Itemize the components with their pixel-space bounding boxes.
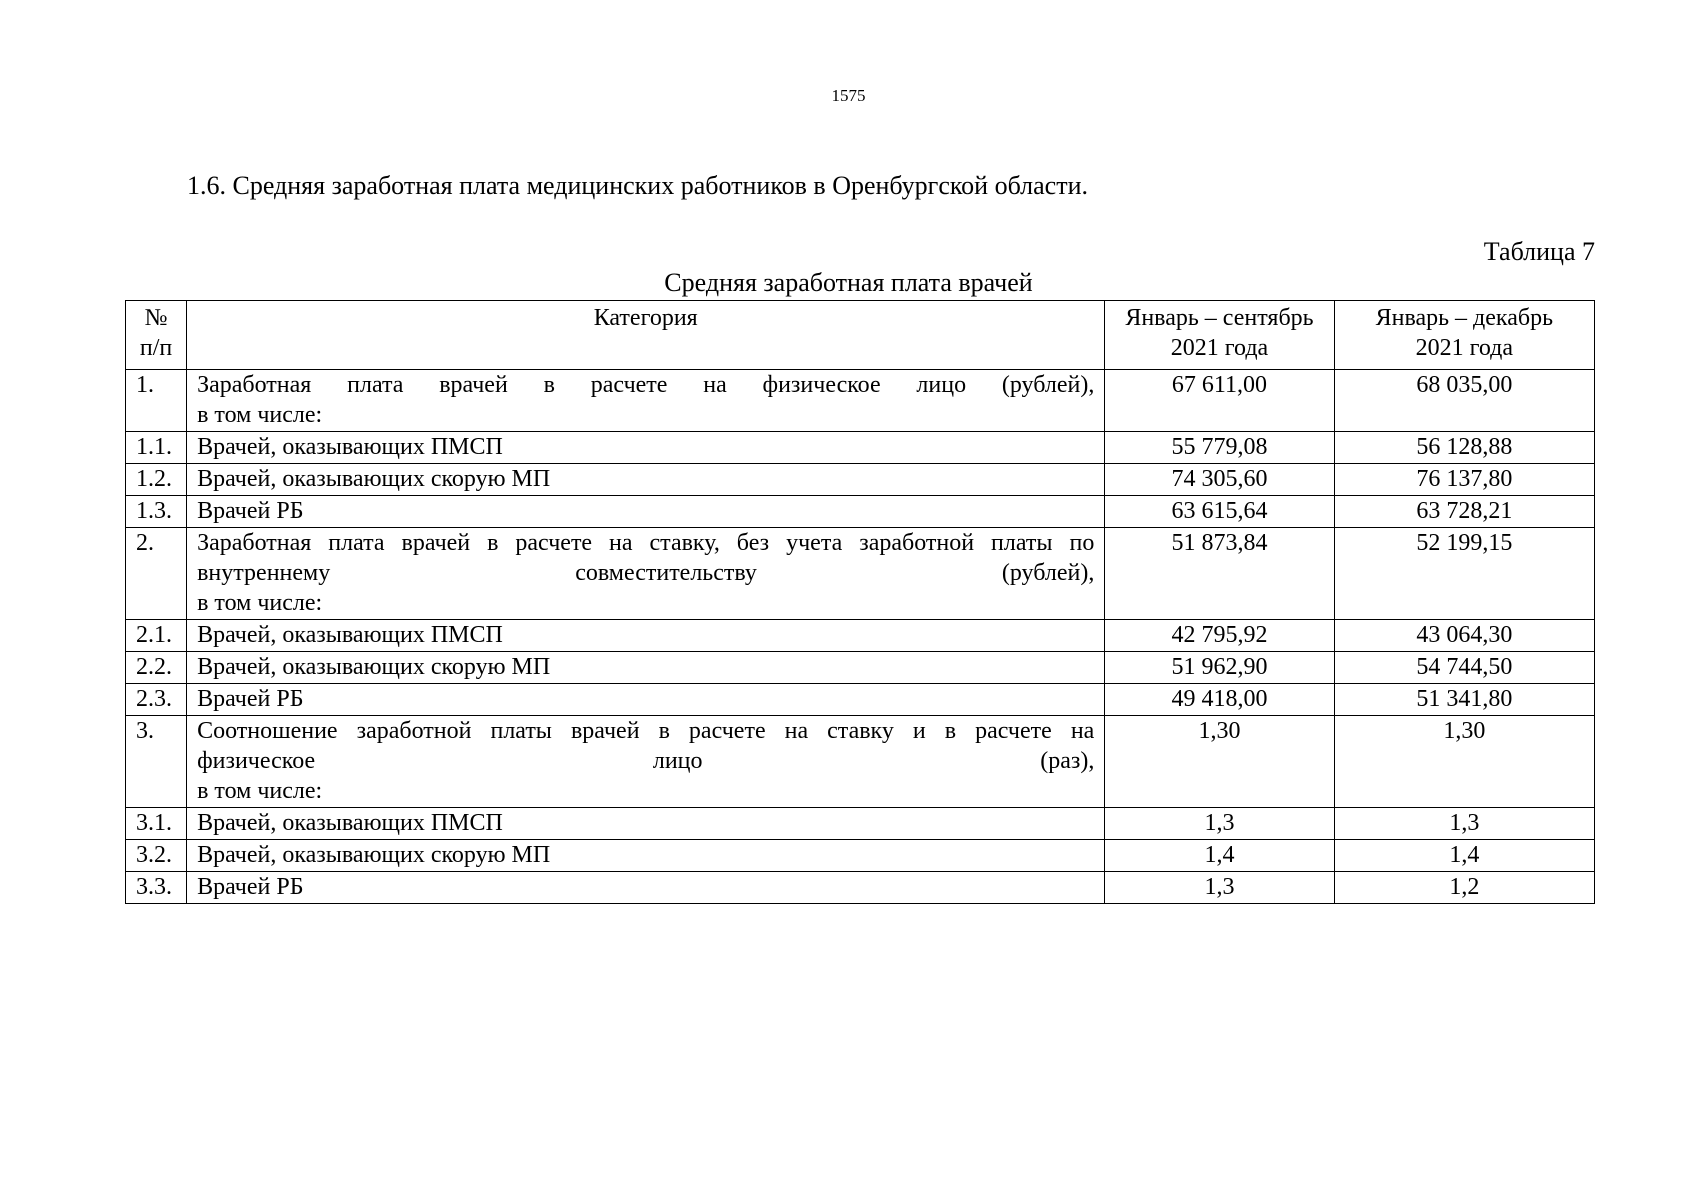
row-category [187,684,1105,716]
row-category-line: в том числе: [197,590,323,616]
row-value-jan-sep: 1,30 [1105,716,1334,808]
row-category-line: Врачей РБ [197,686,304,712]
header-period1 [1105,301,1334,370]
row-value-jan-sep: 1,4 [1105,840,1334,872]
row-category-line: Врачей, оказывающих ПМСП [197,810,503,836]
row-value-jan-sep: 55 779,08 [1105,432,1334,464]
header-category: Категория [187,301,1105,370]
row-value-jan-sep: 63 615,64 [1105,496,1334,528]
row-value-jan-dec: 1,3 [1334,808,1594,840]
row-value-jan-dec: 43 064,30 [1334,620,1594,652]
row-category-line: внутреннему совместительству (рублей), [197,560,1095,586]
row-category-line: Врачей, оказывающих ПМСП [197,622,503,648]
table-row [126,716,1595,808]
row-category [187,620,1105,652]
row-value-jan-sep: 51 962,90 [1105,652,1334,684]
table-row [126,652,1595,684]
table-row [126,840,1595,872]
row-category [187,652,1105,684]
header-period1-line1: Январь – сентябрь [1125,305,1314,331]
row-value-jan-dec: 54 744,50 [1334,652,1594,684]
header-period2-line1: Январь – декабрь [1375,305,1554,331]
table-row [126,464,1595,496]
row-category-line: Врачей РБ [197,874,304,900]
row-number: 3.2. [126,840,187,872]
row-category [187,432,1105,464]
row-category-line: Врачей РБ [197,498,304,524]
row-number: 3. [126,716,187,808]
row-number: 2.2. [126,652,187,684]
row-number: 3.1. [126,808,187,840]
row-value-jan-dec: 1,2 [1334,872,1594,904]
header-period1-line2: 2021 года [1170,335,1269,361]
row-value-jan-dec: 56 128,88 [1334,432,1594,464]
row-value-jan-sep: 1,3 [1105,872,1334,904]
row-value-jan-dec: 52 199,15 [1334,528,1594,620]
row-category-line: Врачей, оказывающих скорую МП [197,842,551,868]
row-category-line: Заработная плата врачей в расчете на ставку, без учета заработной платы по [197,530,1095,556]
row-number: 3.3. [126,872,187,904]
row-value-jan-sep: 51 873,84 [1105,528,1334,620]
row-category [187,840,1105,872]
table-row [126,370,1595,432]
table-row [126,432,1595,464]
row-value-jan-dec: 51 341,80 [1334,684,1594,716]
row-category [187,716,1105,808]
row-number: 2. [126,528,187,620]
salary-table [125,300,1595,904]
row-value-jan-dec: 63 728,21 [1334,496,1594,528]
row-value-jan-dec: 1,30 [1334,716,1594,808]
header-period2 [1334,301,1594,370]
table-row [126,620,1595,652]
row-value-jan-dec: 76 137,80 [1334,464,1594,496]
table-label: Таблица 7 [1483,237,1595,266]
row-number: 2.3. [126,684,187,716]
row-category-line: Врачей, оказывающих скорую МП [197,466,551,492]
table-row [126,684,1595,716]
row-value-jan-sep: 42 795,92 [1105,620,1334,652]
row-category [187,808,1105,840]
row-number: 2.1. [126,620,187,652]
header-num-text: № п/п [139,305,173,361]
row-value-jan-dec: 68 035,00 [1334,370,1594,432]
table-title: Средняя заработная плата врачей [664,268,1033,297]
row-number: 1.2. [126,464,187,496]
row-category [187,464,1105,496]
row-category-line: Врачей, оказывающих скорую МП [197,654,551,680]
row-category-line: в том числе: [197,778,323,804]
header-num [126,301,187,370]
table-row [126,808,1595,840]
row-number: 1.1. [126,432,187,464]
table-row [126,872,1595,904]
section-heading: 1.6. Средняя заработная плата медицинских работников в Оренбургской области. [187,171,1088,200]
row-category [187,370,1105,432]
page-number: 1575 [831,86,866,105]
row-category-line: Заработная плата врачей в расчете на физическое лицо (рублей), [197,372,1095,398]
row-number: 1. [126,370,187,432]
row-value-jan-sep: 49 418,00 [1105,684,1334,716]
row-value-jan-sep: 67 611,00 [1105,370,1334,432]
row-category [187,528,1105,620]
table-row [126,496,1595,528]
row-value-jan-sep: 1,3 [1105,808,1334,840]
table-header-row [126,301,1595,370]
header-period2-line2: 2021 года [1415,335,1514,361]
row-category-line: Врачей, оказывающих ПМСП [197,434,503,460]
table-body [126,370,1595,904]
table-row [126,528,1595,620]
row-value-jan-dec: 1,4 [1334,840,1594,872]
row-number: 1.3. [126,496,187,528]
row-category [187,872,1105,904]
row-category-line: в том числе: [197,402,323,428]
row-category [187,496,1105,528]
row-value-jan-sep: 74 305,60 [1105,464,1334,496]
row-category-line: физическое лицо (раз), [197,748,1095,774]
row-category-line: Соотношение заработной платы врачей в расчете на ставку и в расчете на [197,718,1095,744]
